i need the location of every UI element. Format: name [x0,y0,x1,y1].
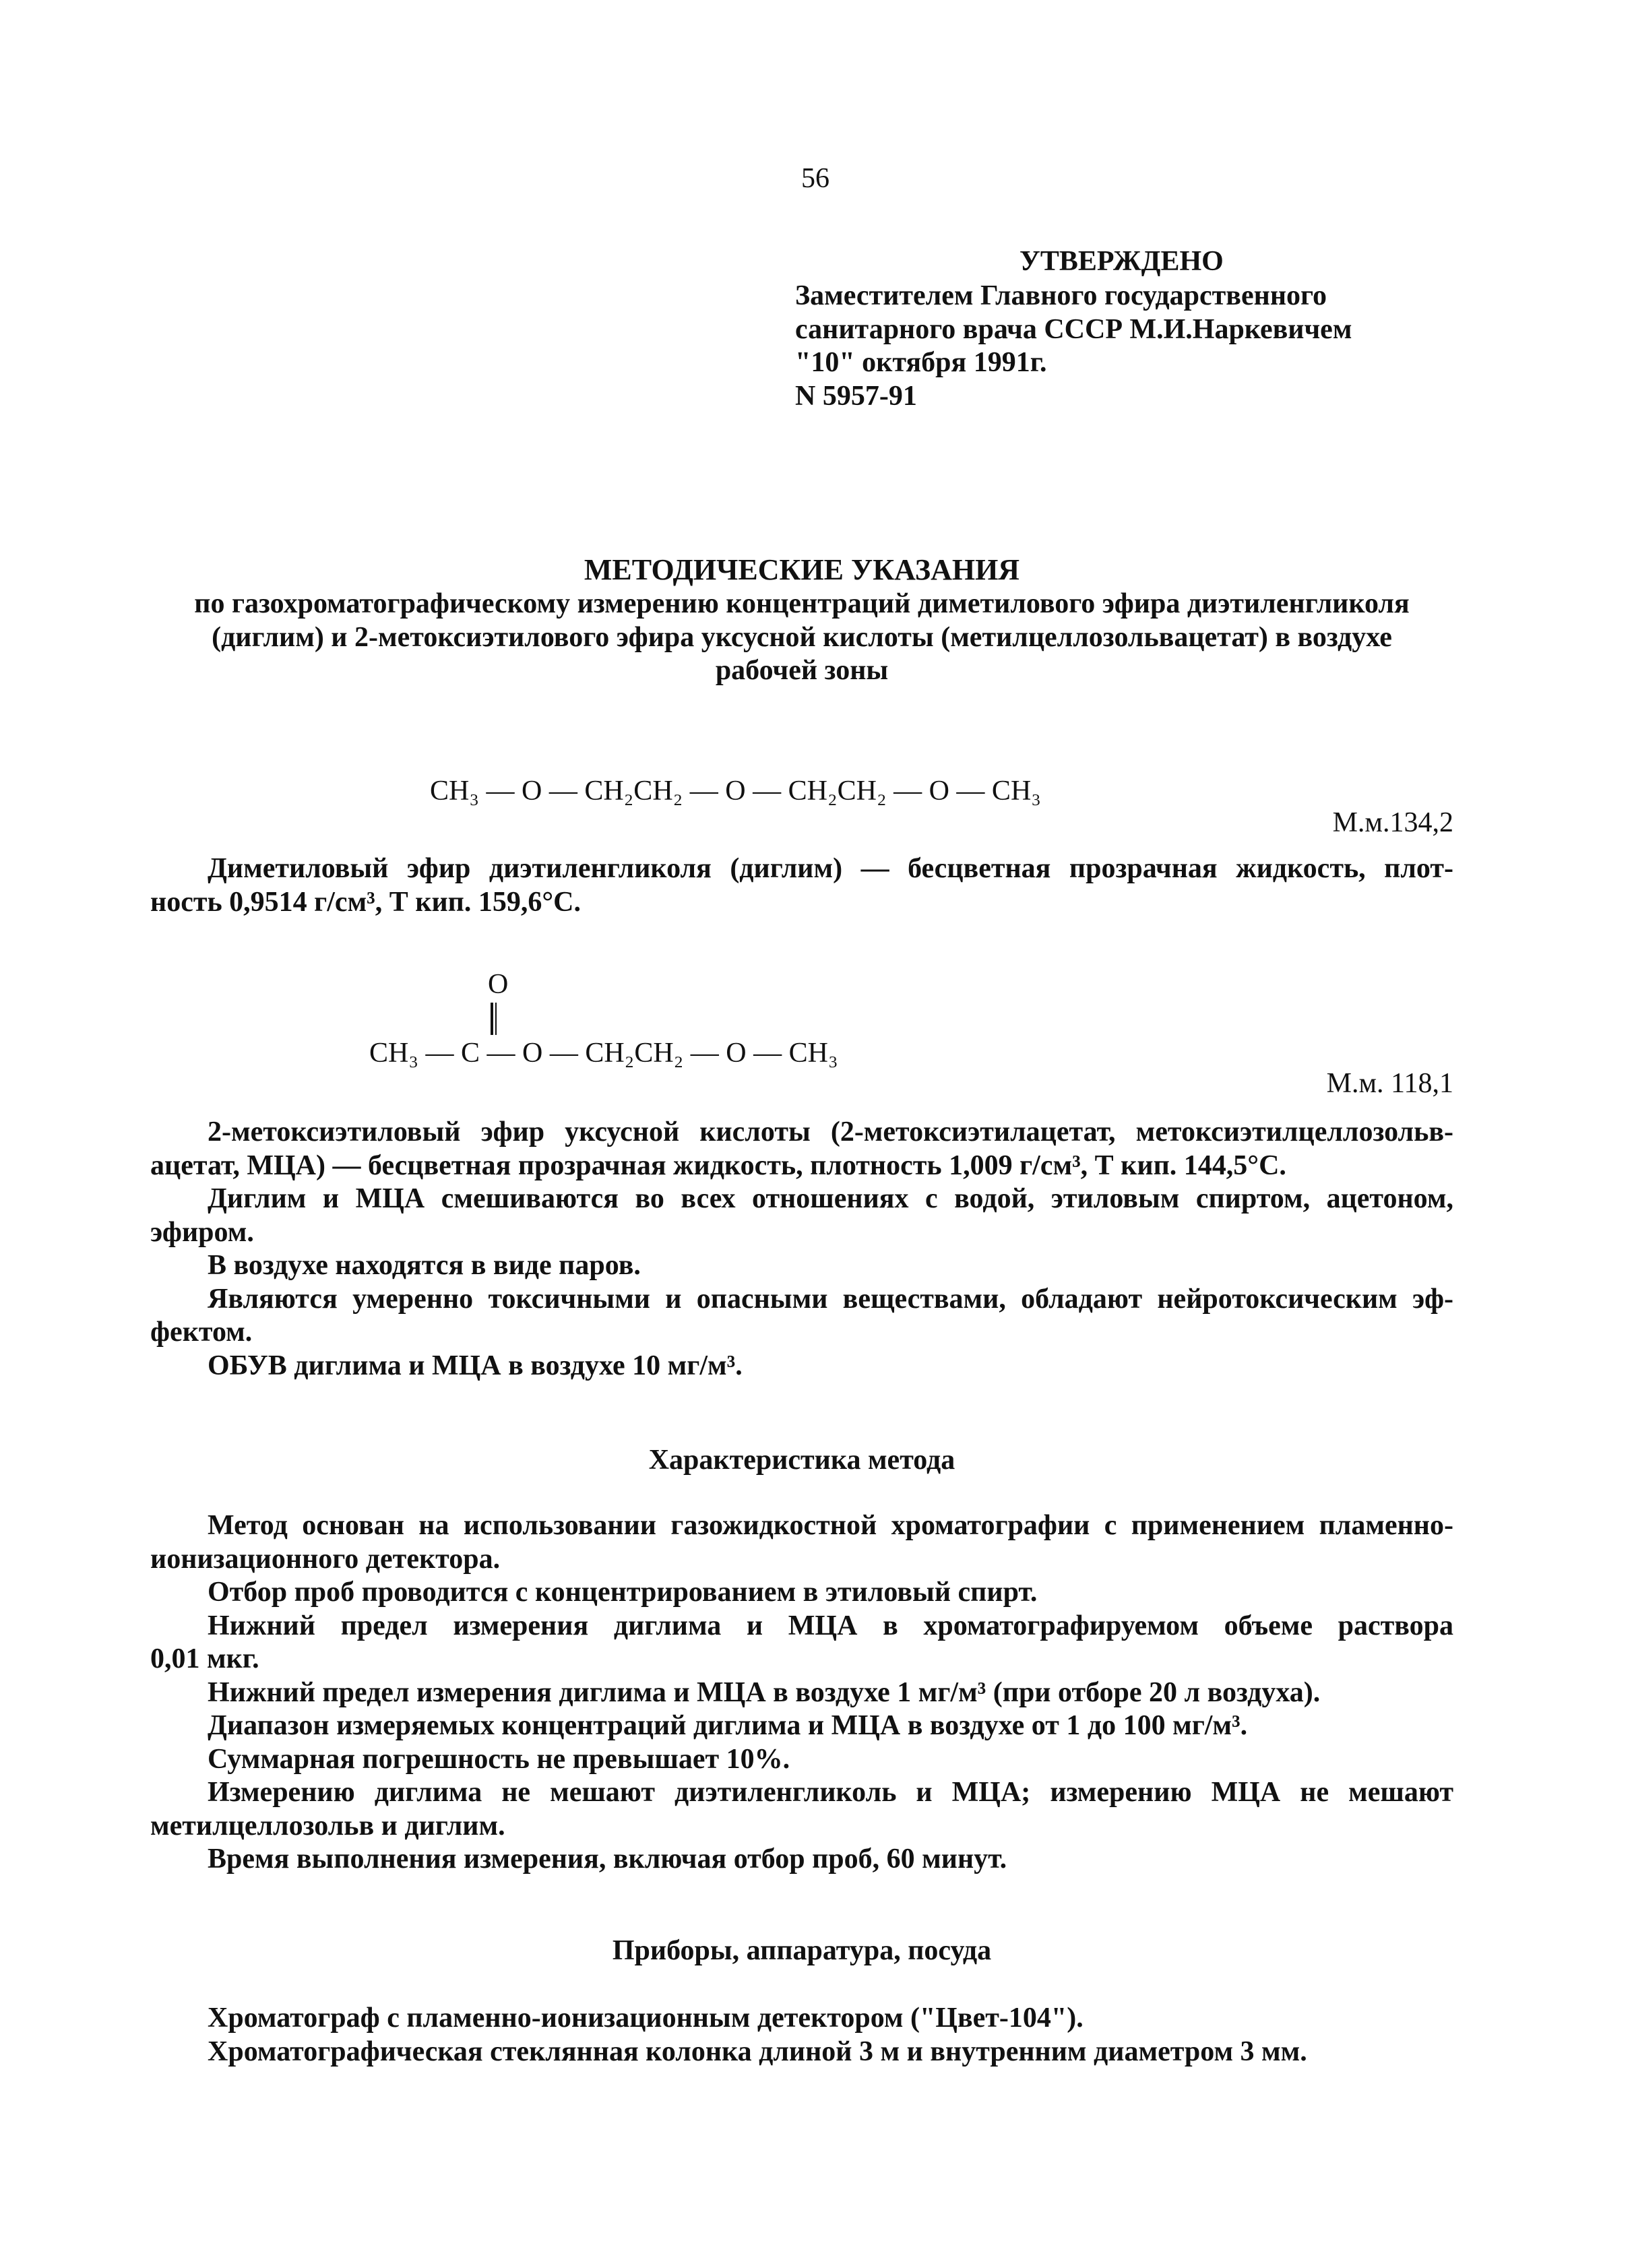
document-title: МЕТОДИЧЕСКИЕ УКАЗАНИЯ [584,553,1020,586]
paragraph-line: Диметиловый эфир диэтиленгликоля (диглим) — бесцветная прозрачная жидкость, плот- [208,853,1453,884]
document-subtitle [150,588,1453,688]
paragraph-line: Нижний предел измерения диглима и МЦА в хроматографируемом объеме раствора [208,1610,1453,1641]
approval-line: N 5957-91 [795,380,917,412]
heading-equipment: Приборы, аппаратура, посуда [612,1935,992,1966]
approval-title: УТВЕРЖДЕНО [1019,246,1224,277]
heading-method: Характеристика метода [648,1445,955,1476]
paragraph-line: Нижний предел измерения диглима и МЦА в воздухе 1 мг/м³ (при отборе 20 л воздуха). [208,1676,1321,1708]
paragraph-line: Время выполнения измерения, включая отбор проб, 60 минут. [208,1844,1007,1875]
double-bond-line [495,1003,497,1035]
paragraph-line: 2-метоксиэтиловый эфир уксусной кислоты (2-метоксиэтилацетат, метоксиэтилцеллозольв- [208,1116,1453,1147]
formula-diglim: CH₃ — O — CH₂CH₂ — O — CH₂CH₂ — O — CH₃ [430,776,1041,807]
molecular-mass-diglim: М.м.134,2 [1332,807,1453,838]
paragraph-line: Отбор проб проводится с концентрированием в этиловый спирт. [208,1577,1038,1608]
paragraph-diglim [150,852,1453,919]
approval-line: санитарного врача СССР М.И.Наркевичем [795,313,1352,345]
double-bond-line [491,1003,493,1035]
section-properties [150,1116,1453,1383]
formula-mca: CH₃ — C — O — CH₂CH₂ — O — CH₃ [369,1038,838,1069]
paragraph-line: фектом. [150,1317,253,1348]
paragraph-line: эфиром. [150,1216,254,1248]
paragraph-line: Суммарная погрешность не превышает 10%. [208,1743,790,1775]
paragraph-line: ацетат, МЦА) — бесцветная прозрачная жидкость, плотность 1,009 г/см³, Т кип. 144,5°С. [150,1149,1286,1181]
paragraph-line: Метод основан на использовании газожидкостной хроматографии с применением пламенно- [208,1510,1453,1541]
formula-carbonyl-oxygen: O [488,969,509,1000]
approval-line: "10" октября 1991г. [795,347,1047,378]
paragraph-line: Являются умеренно токсичными и опасными веществами, обладают нейротоксическим эф- [208,1283,1453,1315]
paragraph-line: 0,01 мкг. [150,1643,259,1674]
section-method [150,1509,1453,1877]
subtitle-line: рабочей зоны [715,655,889,686]
paragraph-line: Хроматографическая стеклянная колонка длиной 3 м и внутренним диаметром 3 мм. [208,2036,1307,2067]
page-number: 56 [801,163,829,194]
paragraph-line: В воздухе находятся в виде паров. [208,1250,641,1281]
paragraph-line: Измерению диглима не мешают диэтиленгликоль и МЦА; измерению МЦА не мешают [208,1777,1453,1808]
section-equipment [150,2002,1453,2069]
molecular-mass-mca: М.м. 118,1 [1326,1068,1453,1099]
subtitle-line: по газохроматографическому измерению концентраций диметилового эфира диэтиленгликоля [194,588,1410,619]
paragraph-line: Диапазон измеряемых концентраций диглима и МЦА в воздухе от 1 до 100 мг/м³. [208,1710,1248,1741]
approval-line: Заместителем Главного государственного [795,280,1327,311]
paragraph-line: Хроматограф с пламенно-ионизационным детектором ("Цвет-104"). [208,2003,1084,2034]
paragraph-line: ОБУВ диглима и МЦА в воздухе 10 мг/м³. [208,1350,743,1381]
paragraph-line: Диглим и МЦА смешиваются во всех отношениях с водой, этиловым спиртом, ацетоном, [208,1183,1453,1214]
paragraph-line: ионизационного детектора. [150,1543,501,1575]
paragraph-line: ность 0,9514 г/см³, Т кип. 159,6°С. [150,886,582,918]
approval-block [795,280,1352,413]
subtitle-line: (диглим) и 2-метоксиэтилового эфира уксусной кислоты (метилцеллозольвацетат) в воздухе [212,621,1392,653]
paragraph-line: метилцеллозольв и диглим. [150,1810,505,1841]
